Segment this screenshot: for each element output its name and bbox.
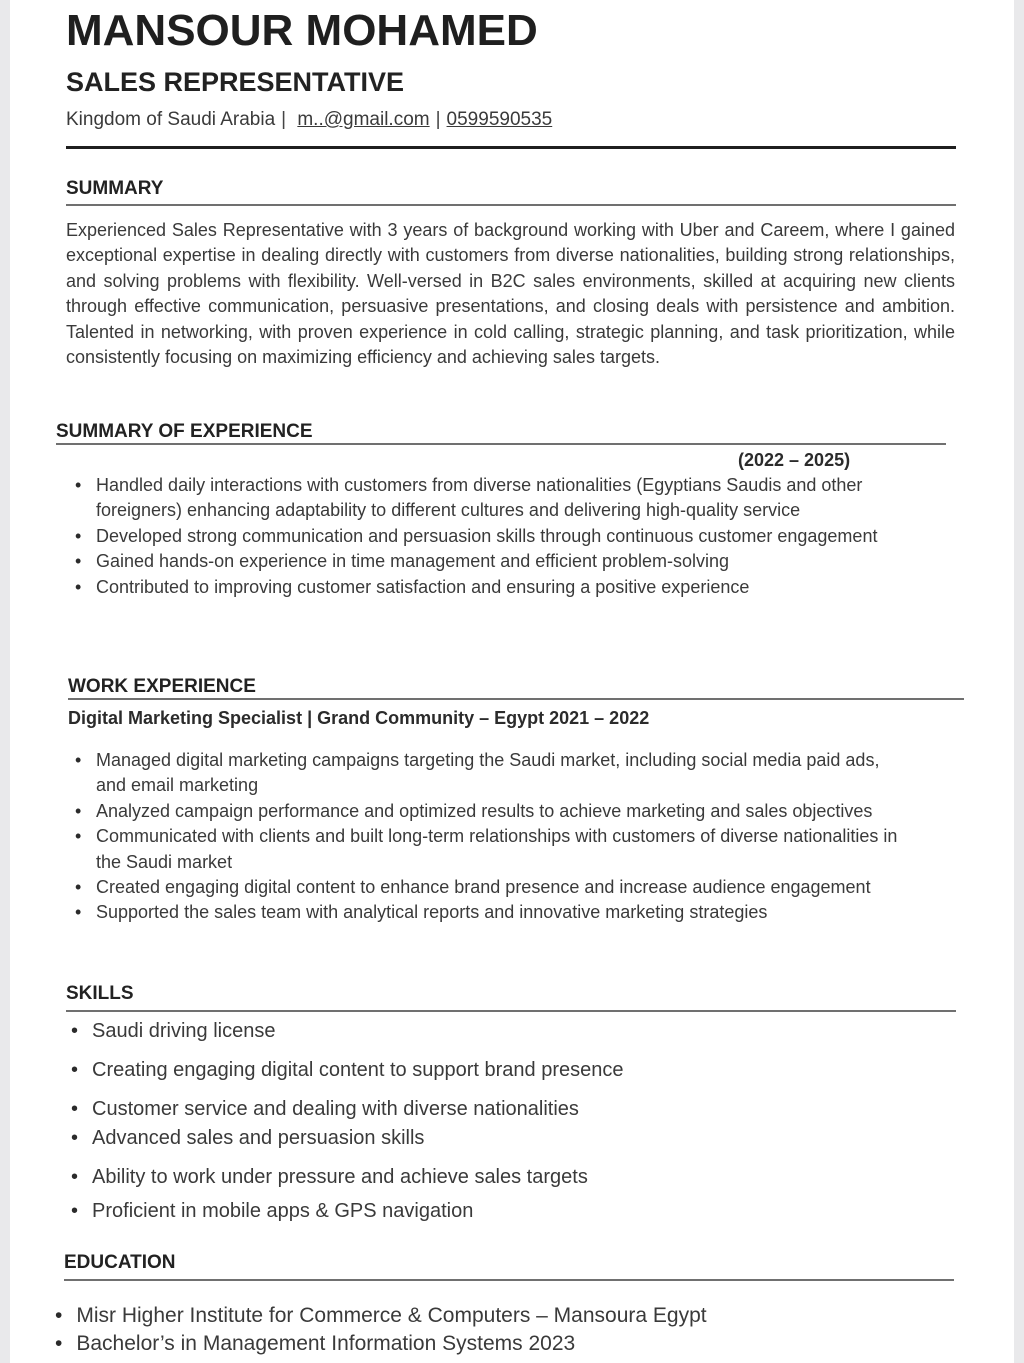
work-experience-divider bbox=[68, 698, 964, 700]
list-item: • Developed strong communication and persuasion skills through continuous customer engagement bbox=[67, 524, 907, 549]
list-item: • Gained hands-on experience in time management and efficient problem-solving bbox=[67, 549, 907, 574]
list-item: • Analyzed campaign performance and optimized results to achieve marketing and sales objectives bbox=[67, 799, 907, 824]
skills-heading: SKILLS bbox=[66, 983, 134, 1004]
list-item: • Supported the sales team with analytical reports and innovative marketing strategies bbox=[67, 900, 907, 925]
education-item: • Misr Higher Institute for Commerce & Computers – Mansoura Egypt bbox=[53, 1304, 707, 1328]
list-item: • Managed digital marketing campaigns targeting the Saudi market, including social media paid ads, and email marketing bbox=[67, 748, 907, 799]
list-item: • Communicated with clients and built long-term relationships with customers of diverse nationalities in the Saudi market bbox=[67, 824, 907, 875]
experience-list bbox=[67, 473, 907, 600]
work-experience-heading: WORK EXPERIENCE bbox=[68, 676, 256, 697]
summary-of-experience-heading: SUMMARY OF EXPERIENCE bbox=[56, 421, 313, 442]
skill-item: • Saudi driving license bbox=[67, 1020, 275, 1043]
summary-divider bbox=[66, 204, 956, 206]
list-item: • Contributed to improving customer satisfaction and ensuring a positive experience bbox=[67, 575, 907, 600]
skills-divider bbox=[66, 1010, 956, 1012]
candidate-name: MANSOUR MOHAMED bbox=[66, 6, 538, 55]
skill-item: • Ability to work under pressure and achieve sales targets bbox=[67, 1166, 588, 1189]
separator: | bbox=[281, 109, 287, 130]
summary-of-experience-divider bbox=[56, 443, 946, 445]
education-item: • Bachelor’s in Management Information Systems 2023 bbox=[53, 1332, 575, 1356]
summary-text: Experienced Sales Representative with 3 years of background working with Uber and Careem, where I gained exceptional expertise in dealing directly with customers from diverse nationalities, building strong relationships, and solving problems with flexibility. Well-versed in B2C sales environments, skilled at acquiring new clients through effective communication, persuasive presentations, and closing deals with persistence and ambition. Talented in networking, with proven experience in cold calling, strategic planning, and task prioritization, while consistently focusing on maximizing efficiency and achieving sales targets. bbox=[66, 220, 955, 368]
phone-link[interactable]: 0599590535 bbox=[446, 109, 553, 130]
location: Kingdom of Saudi Arabia bbox=[66, 109, 276, 130]
work-job-title: Digital Marketing Specialist | Grand Community – Egypt 2021 – 2022 bbox=[68, 708, 650, 728]
header-divider bbox=[66, 146, 956, 149]
list-item: • Handled daily interactions with customers from diverse nationalities (Egyptians Saudis and other foreigners) enhancing adaptability to different cultures and delivering high-quality service bbox=[67, 473, 907, 524]
job-title: SALES REPRESENTATIVE bbox=[66, 67, 405, 97]
skill-item: • Proficient in mobile apps & GPS navigation bbox=[67, 1200, 473, 1223]
education-divider bbox=[64, 1279, 954, 1281]
skill-item: • Customer service and dealing with diverse nationalities bbox=[67, 1098, 579, 1121]
resume-page bbox=[10, 0, 1014, 1363]
contact-line bbox=[66, 109, 552, 131]
email-link[interactable]: m..@gmail.com bbox=[297, 109, 430, 130]
education-heading: EDUCATION bbox=[64, 1252, 176, 1273]
skill-item: • Advanced sales and persuasion skills bbox=[67, 1127, 424, 1150]
experience-period: (2022 – 2025) bbox=[738, 450, 851, 470]
skill-item: • Creating engaging digital content to support brand presence bbox=[67, 1059, 624, 1082]
summary-heading: SUMMARY bbox=[66, 178, 164, 199]
list-item: • Created engaging digital content to enhance brand presence and increase audience engagement bbox=[67, 875, 907, 900]
separator: | bbox=[435, 109, 441, 130]
work-experience-list bbox=[67, 748, 907, 926]
